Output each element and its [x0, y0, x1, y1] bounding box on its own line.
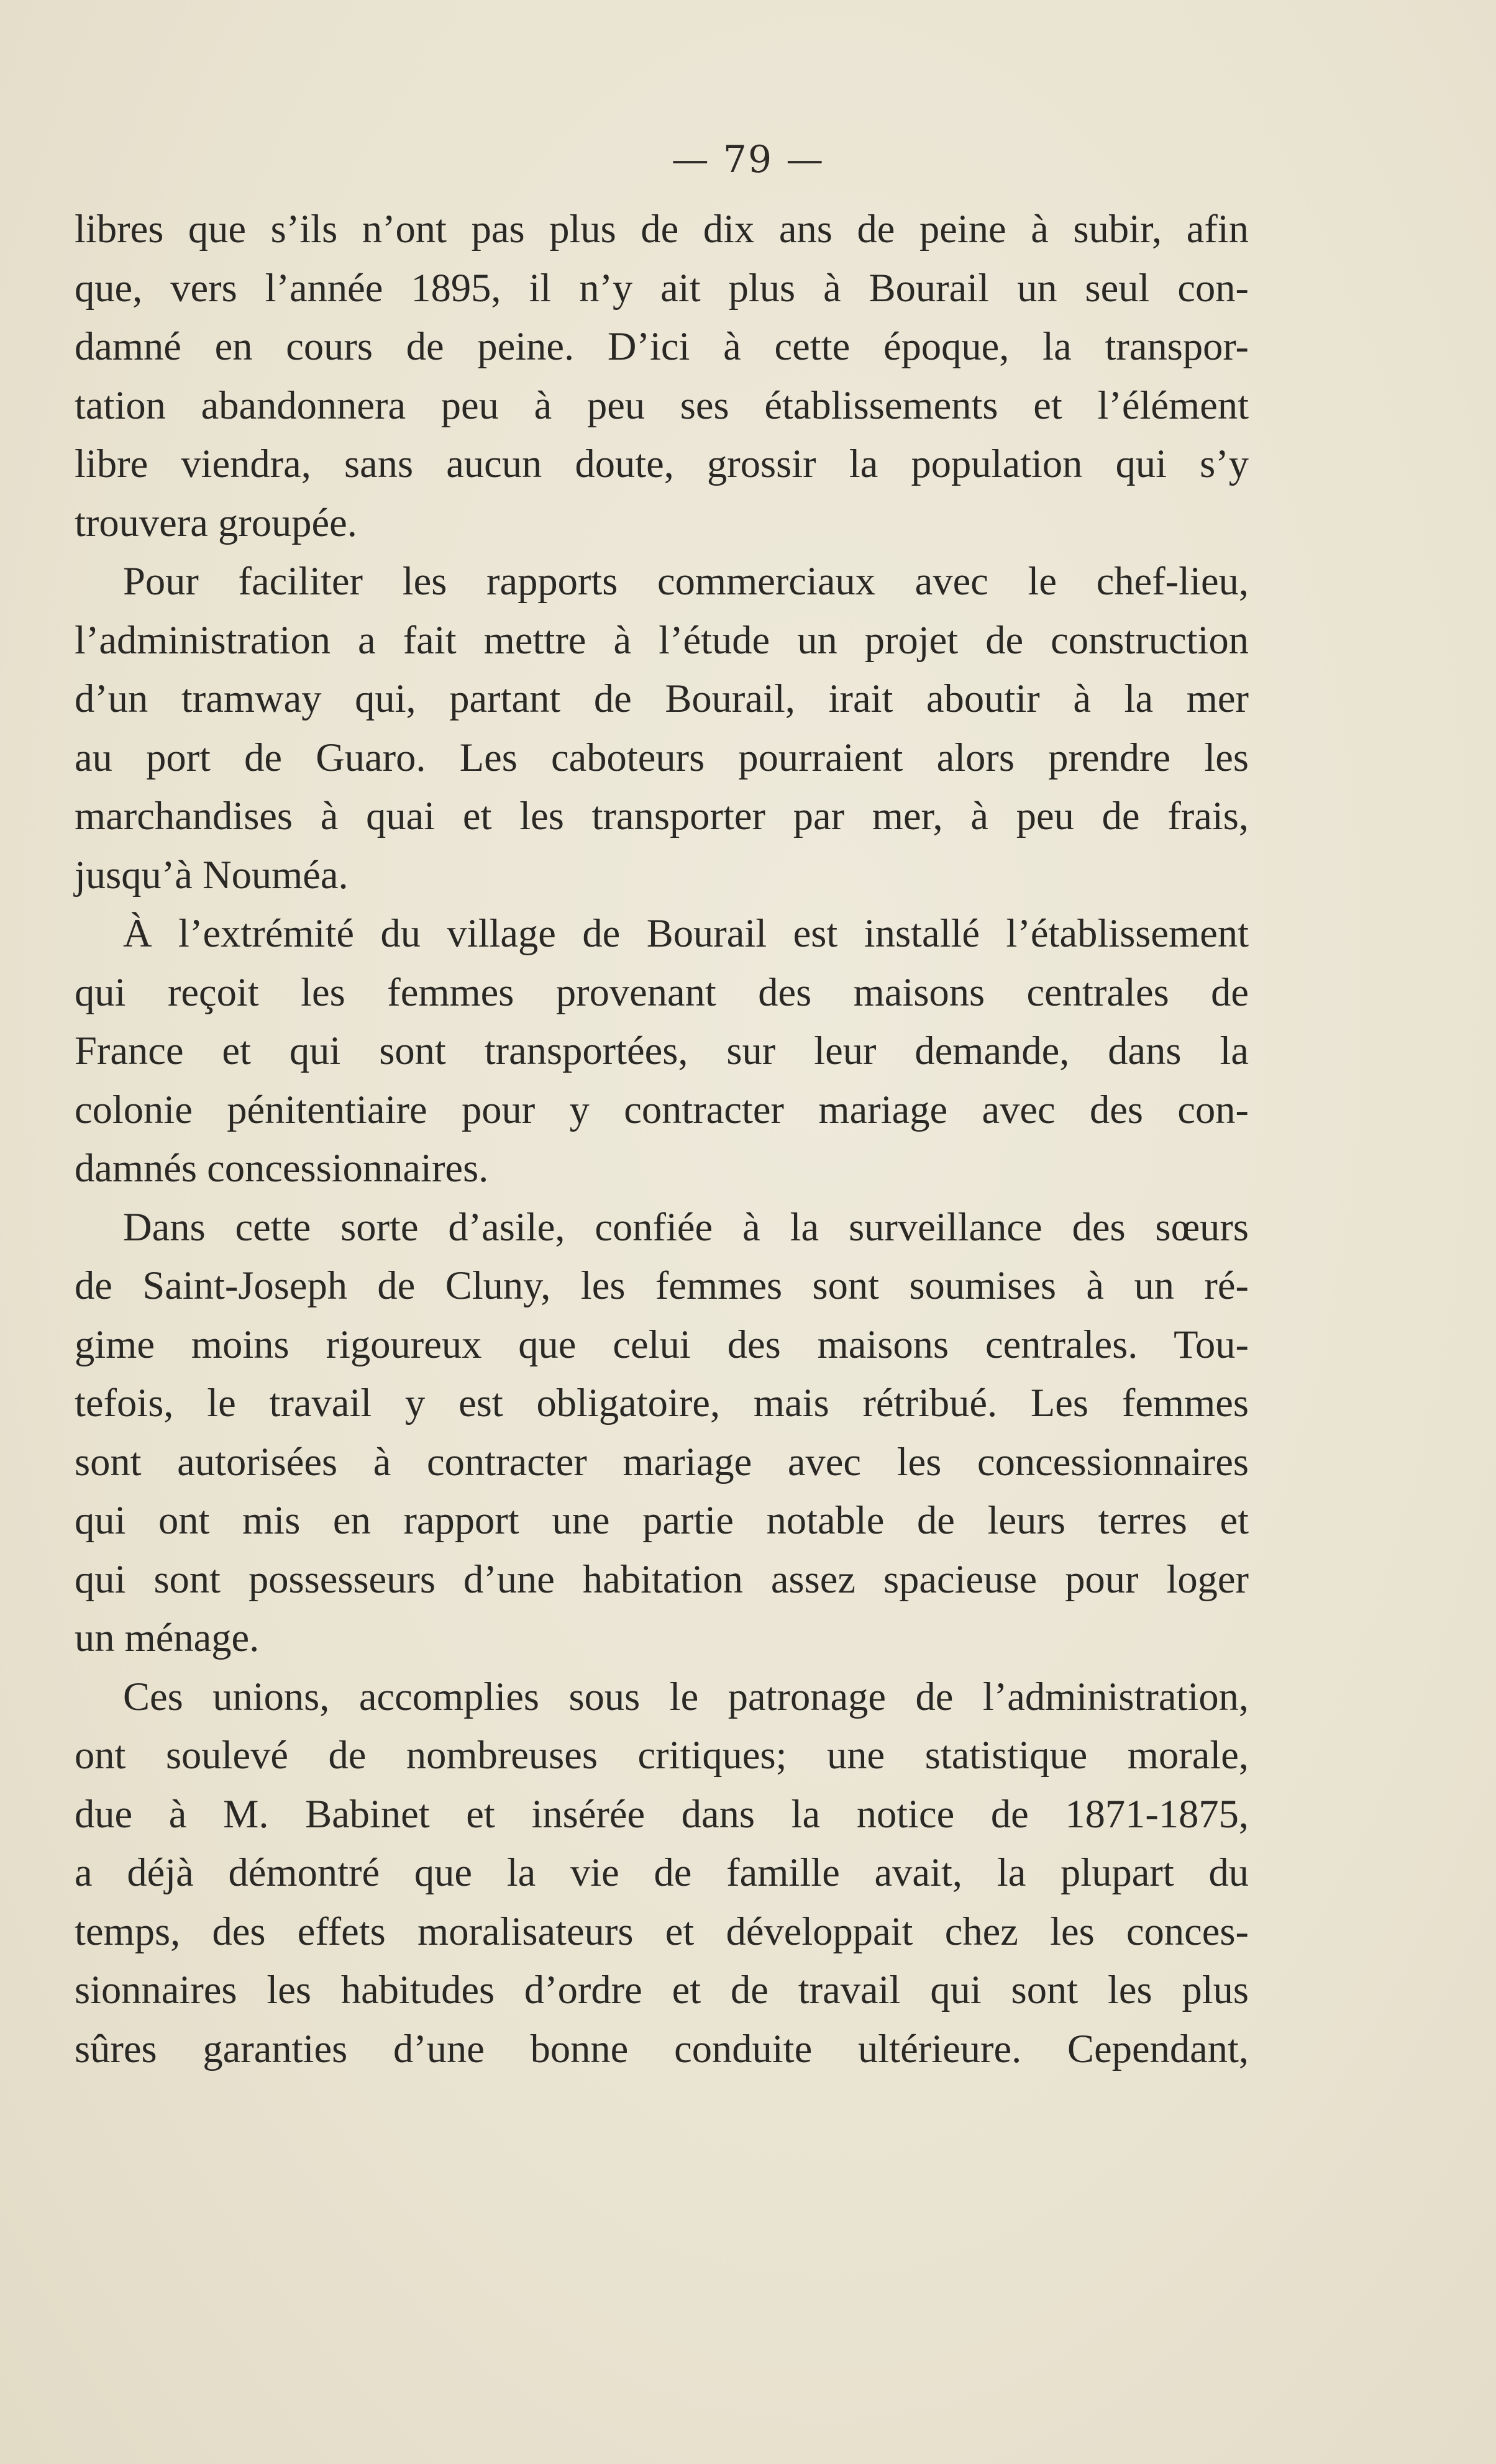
- paragraph-4: [75, 1198, 1249, 1668]
- text-line: au port de Guaro. Les caboteurs pourraient alors prendre les: [75, 735, 1249, 780]
- text-line: l’administration a fait mettre à l’étude un projet de construction: [75, 617, 1249, 662]
- paragraph-2: [75, 552, 1249, 904]
- text-line: d’un tramway qui, partant de Bourail, irait aboutir à la mer: [75, 676, 1249, 721]
- text-line: que, vers l’année 1895, il n’y ait plus à Bourail un seul con-: [75, 265, 1249, 310]
- paragraph-1: [75, 200, 1249, 552]
- text-line: damné en cours de peine. D’ici à cette époque, la transpor-: [75, 324, 1249, 368]
- page-body: [75, 200, 1249, 2078]
- text-line: tation abandonnera peu à peu ses établissements et l’élément: [75, 383, 1249, 427]
- text-line: sûres garanties d’une bonne conduite ultérieure. Cependant,: [75, 2026, 1249, 2071]
- paragraph-3: [75, 904, 1249, 1198]
- text-line: sont autorisées à contracter mariage avec les concessionnaires: [75, 1439, 1249, 1484]
- text-line: un ménage.: [75, 1616, 260, 1660]
- text-line: qui sont possesseurs d’une habitation assez spacieuse pour loger: [75, 1557, 1249, 1601]
- text-line: damnés concessionnaires.: [75, 1146, 489, 1190]
- text-line: trouvera groupée.: [75, 500, 357, 545]
- text-line: qui ont mis en rapport une partie notable de leurs terres et: [75, 1498, 1249, 1542]
- text-line: sionnaires les habitudes d’ordre et de travail qui sont les plus: [75, 1968, 1249, 2012]
- text-line: À l’extrémité du village de Bourail est installé l’établissement: [123, 911, 1249, 955]
- text-line: colonie pénitentiaire pour y contracter mariage avec des con-: [75, 1087, 1249, 1132]
- text-line: marchandises à quai et les transporter par mer, à peu de frais,: [75, 794, 1249, 838]
- text-line: Dans cette sorte d’asile, confiée à la surveillance des sœurs: [123, 1204, 1249, 1249]
- text-line: qui reçoit les femmes provenant des maisons centrales de: [75, 970, 1249, 1014]
- text-line: Pour faciliter les rapports commerciaux avec le chef-lieu,: [123, 559, 1249, 603]
- text-line: temps, des effets moralisateurs et développait chez les conces-: [75, 1909, 1249, 1953]
- text-line: de Saint-Joseph de Cluny, les femmes sont soumises à un ré-: [75, 1263, 1249, 1307]
- text-line: a déjà démontré que la vie de famille avait, la plupart du: [75, 1850, 1249, 1894]
- text-line: libre viendra, sans aucun doute, grossir la population qui s’y: [75, 442, 1249, 486]
- text-line: due à M. Babinet et insérée dans la notice de 1871-1875,: [75, 1791, 1249, 1836]
- text-line: tefois, le travail y est obligatoire, mais rétribué. Les femmes: [75, 1381, 1249, 1425]
- text-line: jusqu’à Nouméa.: [75, 852, 349, 897]
- text-line: ont soulevé de nombreuses critiques; une statistique morale,: [75, 1733, 1249, 1777]
- text-line: France et qui sont transportées, sur leur demande, dans la: [75, 1029, 1249, 1073]
- text-line: libres que s’ils n’ont pas plus de dix ans de peine à subir, afin: [75, 207, 1249, 251]
- page-number: — 79 —: [671, 138, 825, 181]
- text-line: Ces unions, accomplies sous le patronage de l’administration,: [123, 1674, 1249, 1719]
- paragraph-5: [75, 1668, 1249, 2079]
- text-line: gime moins rigoureux que celui des maisons centrales. Tou-: [75, 1322, 1249, 1366]
